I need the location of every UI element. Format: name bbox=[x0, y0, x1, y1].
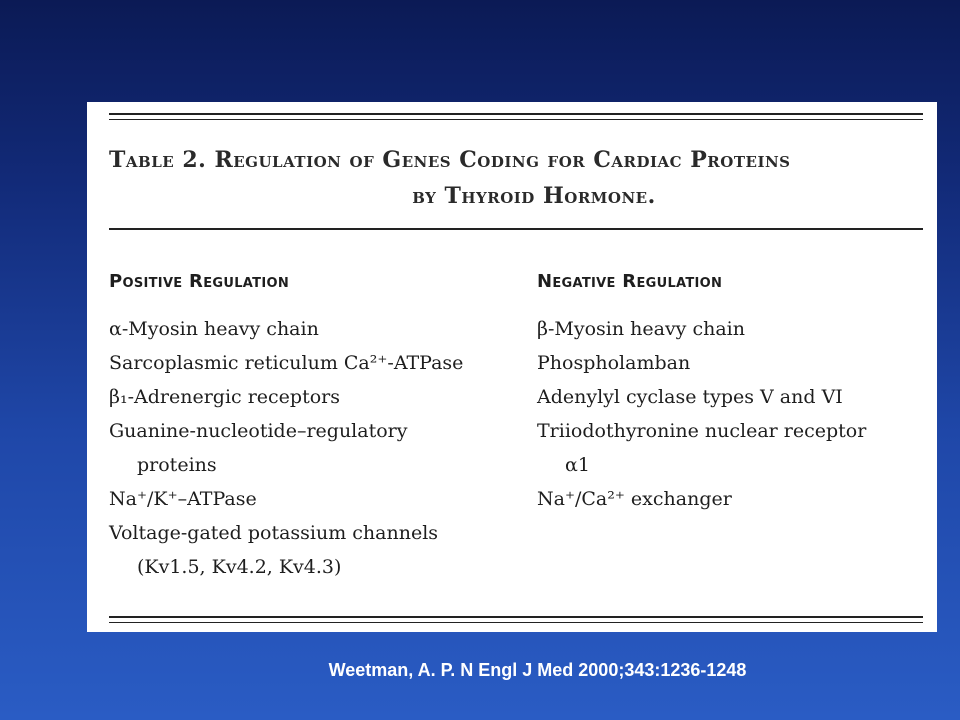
table-title-line-2: by Thyroid Hormone. bbox=[412, 183, 656, 209]
list-item-text: Phospholamban bbox=[537, 352, 691, 374]
list-item bbox=[109, 312, 519, 346]
bottom-rule bbox=[109, 616, 923, 618]
positive-regulation-column bbox=[109, 272, 519, 584]
list-item bbox=[109, 346, 519, 380]
list-item-text: β-Myosin heavy chain bbox=[537, 318, 745, 340]
bottom-rule-thin bbox=[109, 622, 923, 623]
list-item bbox=[109, 482, 519, 516]
table-image bbox=[87, 102, 937, 632]
list-item bbox=[537, 312, 927, 346]
list-item bbox=[109, 380, 519, 414]
list-item-text: Guanine-nucleotide–regulatory bbox=[109, 420, 408, 442]
top-rule bbox=[109, 113, 923, 115]
negative-regulation-column bbox=[537, 272, 927, 516]
header-rule bbox=[109, 228, 923, 230]
negative-regulation-list bbox=[537, 312, 927, 516]
list-item-continuation: proteins bbox=[137, 454, 217, 476]
list-item-text: α-Myosin heavy chain bbox=[109, 318, 319, 340]
list-item-continuation: α1 bbox=[565, 454, 590, 476]
positive-regulation-list bbox=[109, 312, 519, 584]
list-item bbox=[109, 516, 519, 584]
list-item-text: β₁-Adrenergic receptors bbox=[109, 386, 340, 408]
list-item bbox=[537, 414, 927, 482]
top-rule-thin bbox=[109, 119, 923, 120]
citation: Weetman, A. P. N Engl J Med 2000;343:1236-1248 bbox=[328, 660, 747, 680]
table-title-line-1: Table 2. Regulation of Genes Coding for Cardiac Proteins bbox=[109, 147, 791, 173]
table-title bbox=[109, 142, 919, 214]
list-item bbox=[537, 482, 927, 516]
list-item-text: Triiodothyronine nuclear receptor bbox=[537, 420, 867, 442]
list-item-text: Na⁺/K⁺–ATPase bbox=[109, 488, 257, 510]
list-item bbox=[537, 380, 927, 414]
positive-regulation-header: Positive Regulation bbox=[109, 271, 289, 292]
list-item-text: Na⁺/Ca²⁺ exchanger bbox=[537, 488, 732, 510]
negative-regulation-header: Negative Regulation bbox=[537, 271, 723, 292]
list-item-text: Adenylyl cyclase types V and VI bbox=[537, 386, 843, 408]
list-item-text: Sarcoplasmic reticulum Ca²⁺-ATPase bbox=[109, 352, 464, 374]
list-item-text: Voltage-gated potassium channels bbox=[109, 522, 439, 544]
list-item bbox=[109, 414, 519, 482]
list-item bbox=[537, 346, 927, 380]
list-item-continuation: (Kv1.5, Kv4.2, Kv4.3) bbox=[137, 556, 342, 578]
